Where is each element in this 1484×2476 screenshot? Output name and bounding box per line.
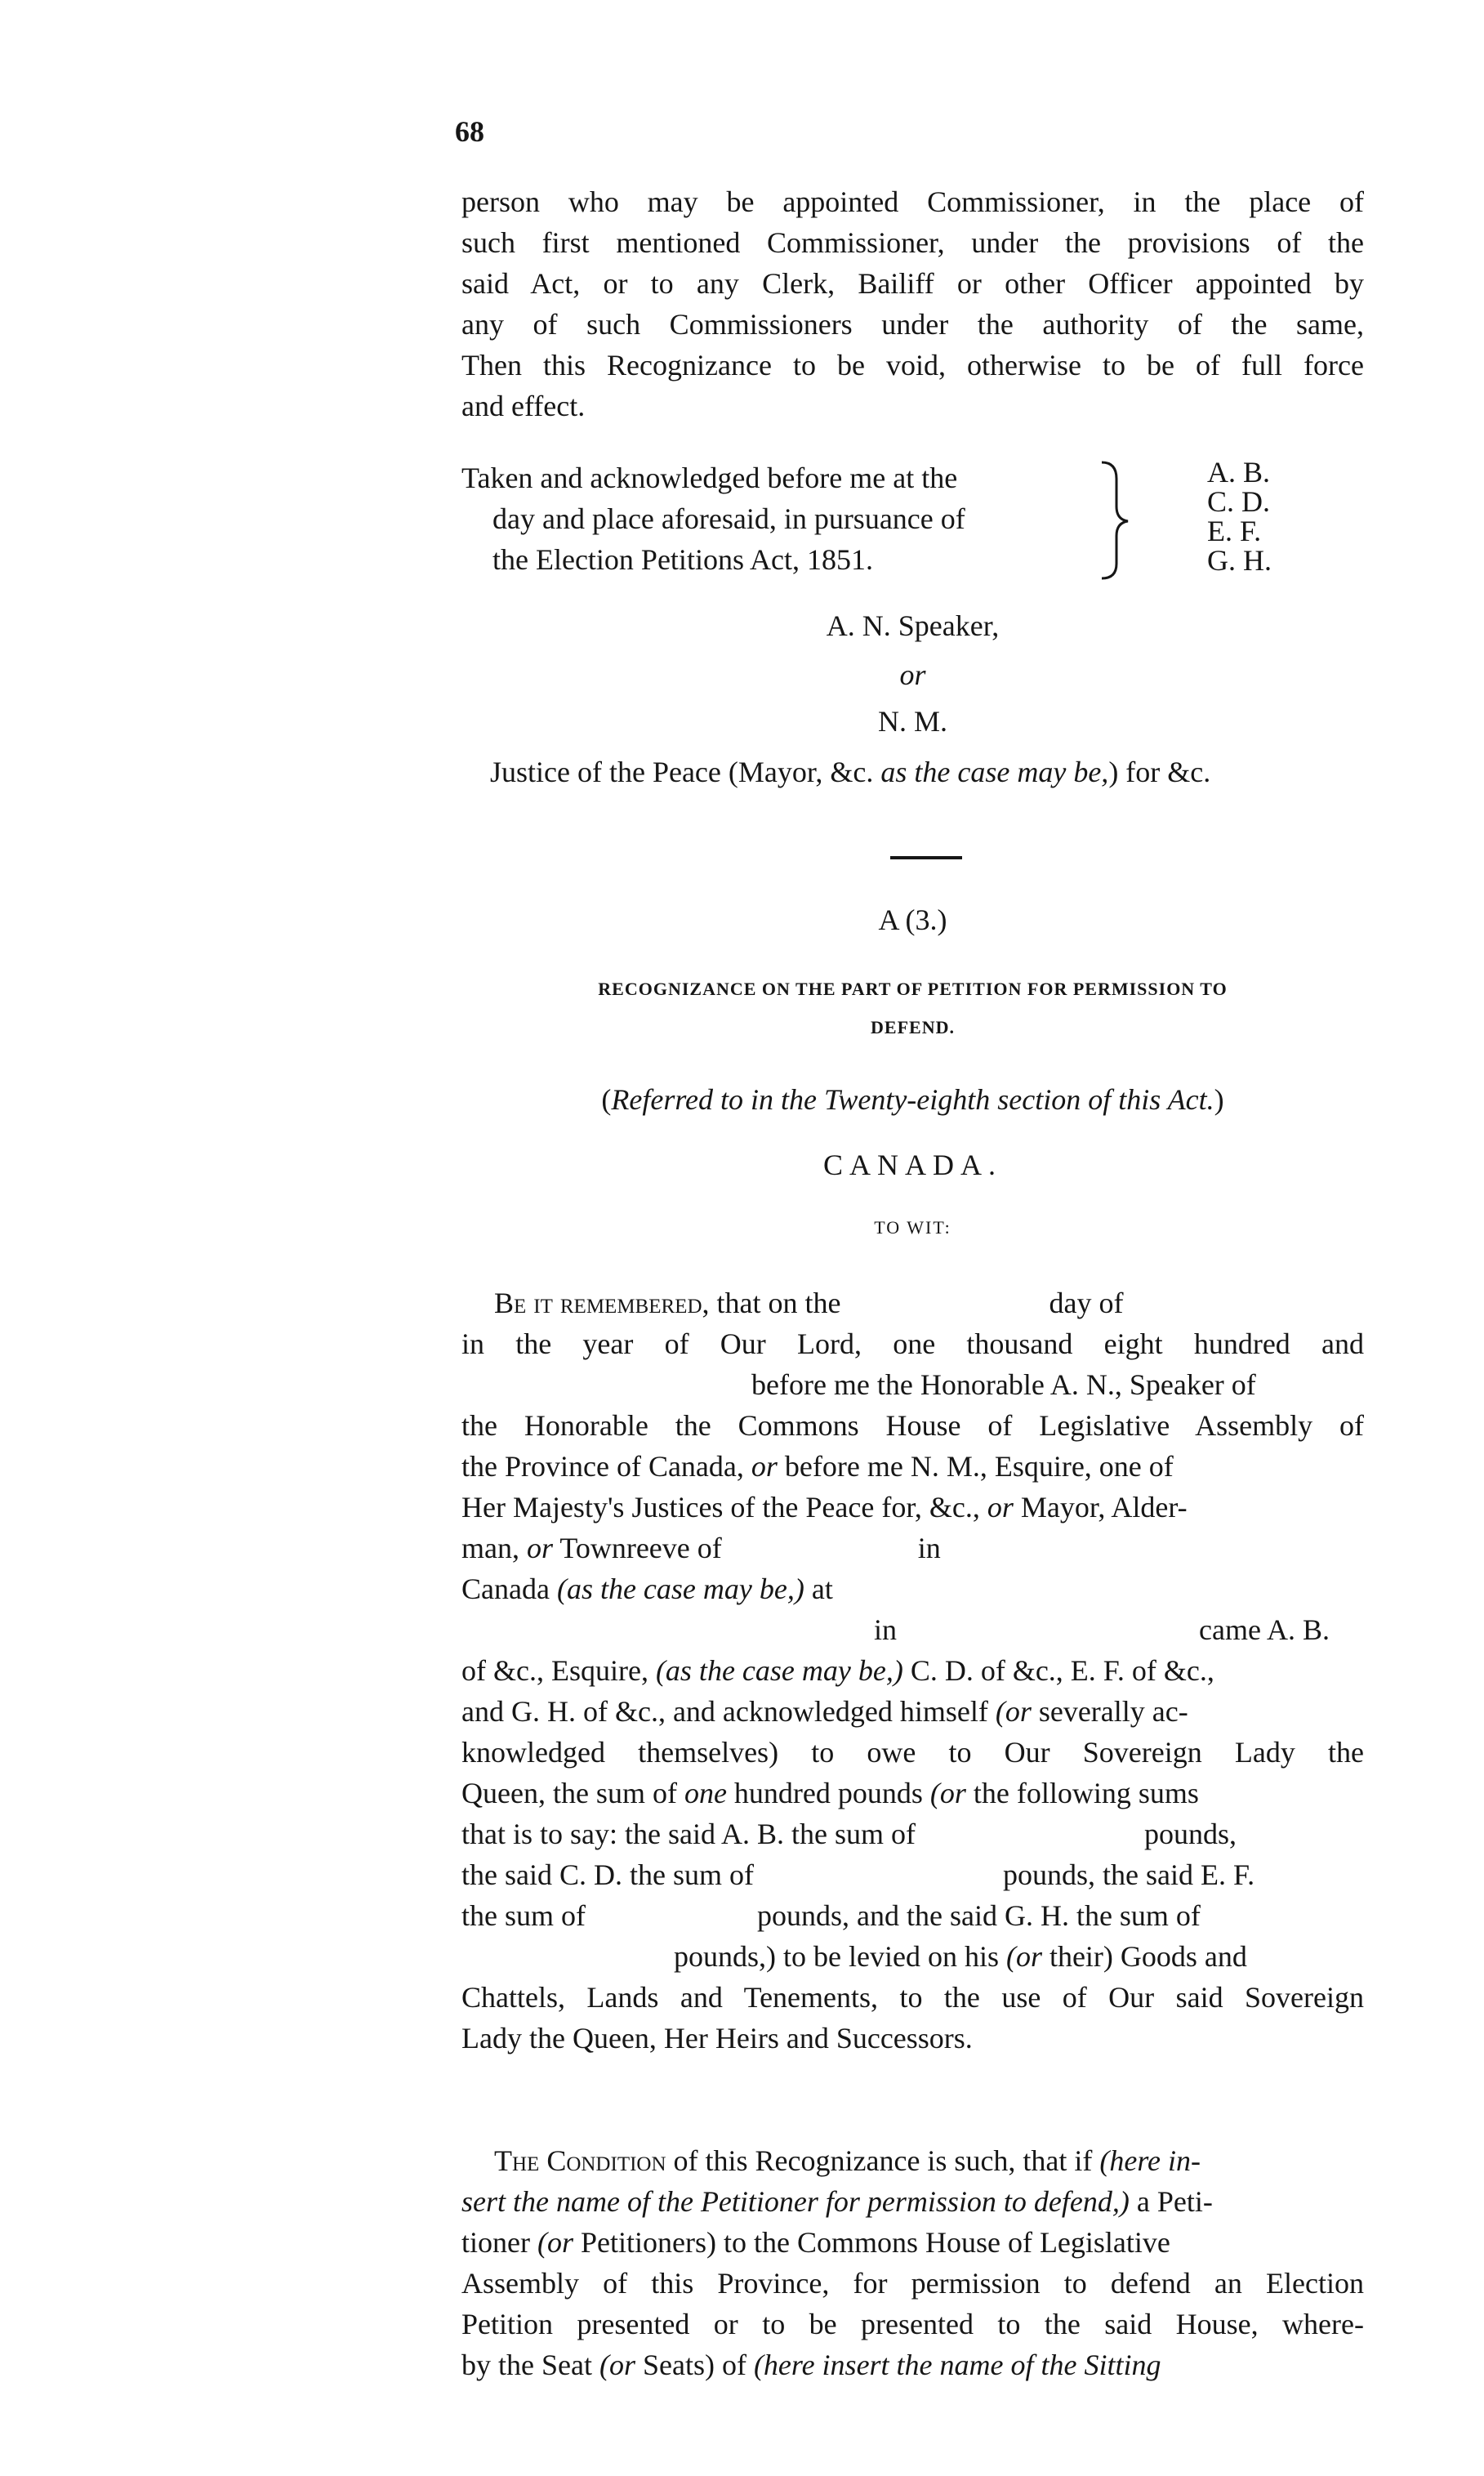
justice-signature: N. M. xyxy=(877,705,947,738)
justice-italic: as the case may be, xyxy=(880,756,1109,788)
recognizance-paragraph xyxy=(461,1283,1364,2059)
text-line: Petition presented or to be presented to the said House, where- xyxy=(461,2308,1364,2340)
referred-note xyxy=(461,1082,1364,1117)
text-line: Assembly of this Province, for permission to defend an Election xyxy=(461,2267,1364,2300)
signatory-list xyxy=(1207,457,1272,575)
referred-text: Referred to in the Twenty-eighth section of this Act. xyxy=(611,1083,1214,1116)
signatory-name: G. H. xyxy=(1207,544,1272,577)
text-line: the said C. D. the sum of pounds, the said E. F. xyxy=(461,1858,1255,1891)
text-line: the Province of Canada, or before me N. M., Esquire, one of xyxy=(461,1450,1174,1483)
right-brace xyxy=(1099,459,1131,582)
paren-open: ( xyxy=(601,1083,612,1116)
paren-close: ) xyxy=(1214,1083,1224,1116)
text-line: person who may be appointed Commissioner, in the place of xyxy=(461,185,1364,218)
condition-opening: The Condition xyxy=(494,2144,666,2177)
to-wit: TO WIT: xyxy=(874,1217,951,1238)
text-line: sert the name of the Petitioner for permission to defend,) a Peti- xyxy=(461,2185,1213,2218)
section-title: A (3.) xyxy=(878,903,947,936)
speaker-signature: A. N. Speaker, xyxy=(826,609,1000,642)
condition-paragraph xyxy=(461,2140,1364,2385)
text-line: any of such Commissioners under the authority of the same, xyxy=(461,308,1364,341)
paragraph-conclusion xyxy=(461,181,1364,426)
signatory-name: A. B. xyxy=(1207,456,1271,489)
signatory-name: E. F. xyxy=(1207,515,1262,547)
section-divider xyxy=(890,856,962,859)
text-line: man, or Townreeve of in xyxy=(461,1532,941,1564)
text-line: tioner (or Petitioners) to the Commons House of Legislative xyxy=(461,2226,1170,2259)
page-number: 68 xyxy=(455,115,484,148)
text-line: and effect. xyxy=(461,390,586,422)
acknowledgement-line: Taken and acknowledged before me at the xyxy=(461,462,958,494)
text-line: before me the Honorable A. N., Speaker of xyxy=(751,1368,1256,1401)
text-line: such first mentioned Commissioner, under the provisions of the xyxy=(461,226,1364,259)
opening-words: Be it remembered, xyxy=(494,1287,710,1319)
text-line: Then this Recognizance to be void, otherwise to be of full force xyxy=(461,349,1364,381)
text-line: Be it remembered, that on the day of xyxy=(461,1283,1364,1323)
justice-text: Justice of the Peace (Mayor, &c. xyxy=(490,756,874,788)
venue-heading: CANADA. xyxy=(822,1149,1002,1181)
text-line: Chattels, Lands and Tenements, to the use of Our said Sovereign xyxy=(461,1981,1364,2014)
text-line: and G. H. of &c., and acknowledged himself (or severally ac- xyxy=(461,1695,1188,1728)
text-line: in came A. B. xyxy=(874,1613,1330,1646)
text-line: Lady the Queen, Her Heirs and Successors. xyxy=(461,2022,973,2054)
acknowledgement-block xyxy=(461,457,965,580)
text-line: the Honorable the Commons House of Legislative Assembly of xyxy=(461,1409,1364,1442)
acknowledgement-line: the Election Petitions Act, 1851. xyxy=(492,543,873,576)
signatory-name: C. D. xyxy=(1207,485,1271,518)
text-line: by the Seat (or Seats) of (here insert the name of the Sitting xyxy=(461,2349,1161,2381)
text-line: Queen, the sum of one hundred pounds (or the following sums xyxy=(461,1777,1199,1809)
text-line: The Condition of this Recognizance is such, that if (here in- xyxy=(461,2140,1364,2181)
text-line: of &c., Esquire, (as the case may be,) C. D. of &c., E. F. of &c., xyxy=(461,1654,1214,1687)
justice-end: ) for &c. xyxy=(1108,756,1211,788)
text-line: said Act, or to any Clerk, Bailiff or other Officer appointed by xyxy=(461,267,1364,300)
text-line: Her Majesty's Justices of the Peace for, &c., or Mayor, Alder- xyxy=(461,1491,1188,1524)
text-line: pounds,) to be levied on his (or their) Goods and xyxy=(674,1940,1247,1973)
or-connector: or xyxy=(899,658,926,691)
text-line: in the year of Our Lord, one thousand eight hundred and xyxy=(461,1327,1364,1360)
section-subheading-cont: DEFEND. xyxy=(871,1017,955,1037)
text-line: Canada (as the case may be,) at xyxy=(461,1573,833,1605)
text-line: that is to say: the said A. B. the sum of pounds, xyxy=(461,1818,1237,1850)
acknowledgement-line: day and place aforesaid, in pursuance of xyxy=(492,502,965,535)
text-line: knowledged themselves) to owe to Our Sovereign Lady the xyxy=(461,1736,1364,1769)
section-subheading: RECOGNIZANCE ON THE PART OF PETITION FOR PERMISSION TO xyxy=(598,979,1228,999)
justice-line xyxy=(490,752,1393,792)
text-line: the sum of pounds, and the said G. H. the sum of xyxy=(461,1899,1201,1932)
